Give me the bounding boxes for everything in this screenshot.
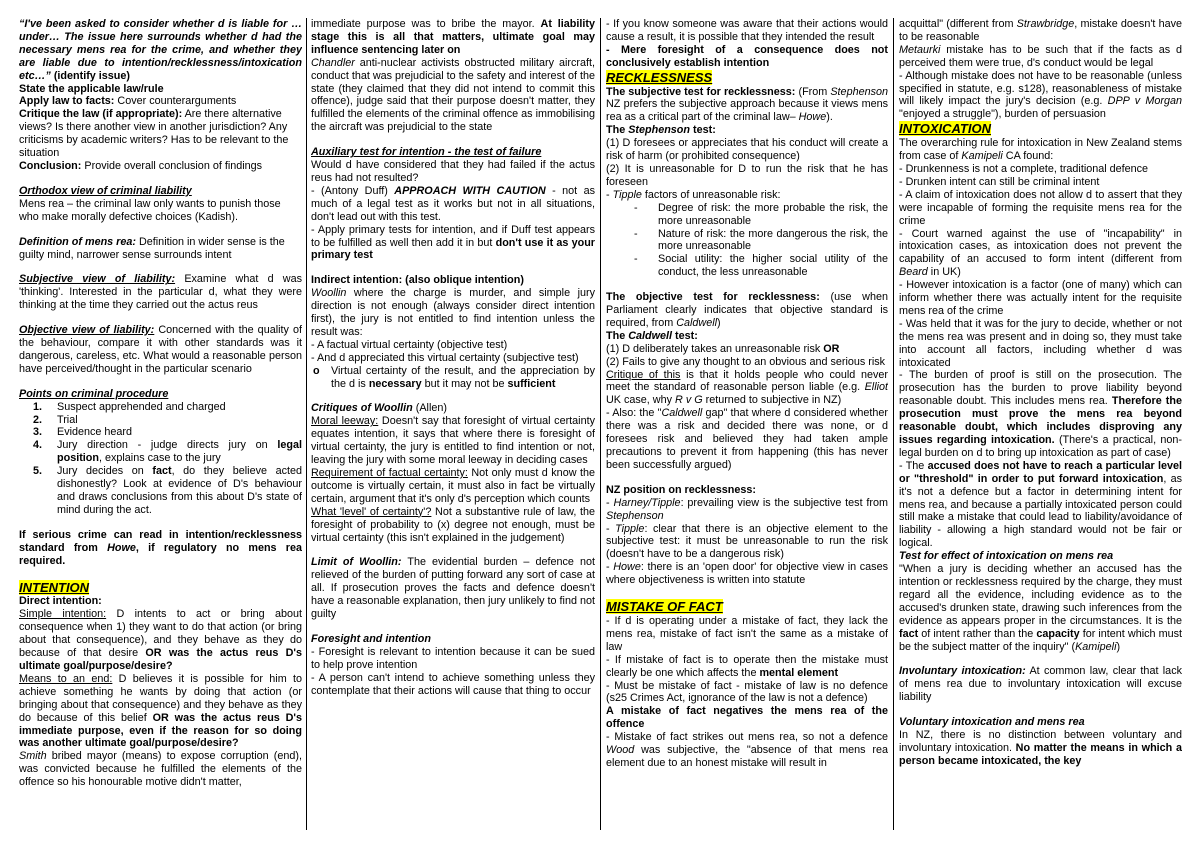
mistake-4: A mistake of fact negatives the mens rea of the offence (606, 705, 888, 731)
awareness-note: - If you know someone was aware that their actions would cause a result, it is possible that they intended the result (606, 18, 888, 43)
caldwell-1: (1) D deliberately takes an unreasonable risk OR (606, 342, 840, 355)
virtual-certainty-1: - A factual virtual certainty (objective test) (311, 338, 508, 351)
intoxication-section (899, 121, 1182, 137)
acquittal-continuation: acquittal" (different from Strawbridge, mistake doesn't have to be reasonable (899, 18, 1182, 43)
list-item: 1. Suspect apprehended and charged (33, 400, 226, 413)
metaurki-note: Metaurki mistake has to be such that if the facts as d perceived them were true, d's conduct would be legal (899, 43, 1182, 69)
auxiliary-test-heading: Auxiliary test for intention - the test of failure (311, 146, 542, 159)
virtual-sublist (311, 365, 595, 391)
mistake-1: - If d is operating under a mistake of fact, they lack the mens rea, mistake of fact isn't the same as a mistake of law (606, 614, 888, 653)
column-1 (19, 18, 302, 830)
chandler-case: Chandler anti-nuclear activists obstructed military aircraft, conduct that was prejudicial to the safety and interest of the state (they claimed that they did not intend to commit this offence), judge said that their purpose doesn't matter, they fulfilled the elements of the criminal offence as immobilising the aircraft was prejudicial to the state (311, 56, 595, 134)
means-to-end: Means to an end: D believes it is possible for him to achieve something he wants by doing that action (or bringing about that consequence) and they behave as they do because of this belief OR was the actus reus D's immediate purpose, even if the reason for so doing was another ultimate goal/purpose/desire? (19, 672, 302, 750)
column-4 (899, 18, 1182, 830)
issue-paragraph: “I've been asked to consider whether d is liable for … under… The issue here surrounds whether d had the necessary mens rea for the crime, and whether they are liable due to intention/recklessness/intoxication etc…” (identify issue) (19, 18, 302, 82)
list-item: - Social utility: the higher social utility of the conduct, the less unreasonable (634, 253, 888, 279)
list-item: 3. Evidence heard (33, 426, 133, 439)
auxiliary-test-text: Would d have considered that they had failed if the actus reus had not resulted? (311, 159, 595, 184)
simple-intention: Simple intention: D intents to act or bring about consequence when 1) they want to do that action (or bring about that consequence), and they behave as they do because of that desire OR was the actus reus D's ultimate goal/purpose/desire? (19, 608, 302, 672)
indirect-intention-heading: Indirect intention: (also oblique intention) (311, 274, 524, 287)
mistake-5: - Mistake of fact strikes out mens rea, so not a defence Wood was subjective, the "absence of that mens rea element due to an honest mistake will result in (606, 731, 888, 769)
caldwell-gap: - Also: the "Caldwell gap" that where d considered whether there was a risk and decided there was none, or d foresees risk and believed they had taken ample precautions to prevent it from happening (this has never been successfully argued) (606, 407, 888, 471)
smith-case: Smith bribed mayor (means) to expose corruption (end), was convicted because he fulfilled the elements of the offence so his honourable motive didn't matter, (19, 750, 302, 789)
orthodox-text: Mens rea – the criminal law only wants to punish those who make morally defective choices (Kadish). (19, 197, 281, 223)
reasonableness-note: - Although mistake does not have to be reasonable (unless specified in statute, e.g. s128), reasonableness of mistake will likely impact the jury's decision (e.g. DPP v Morgan "enjoyed a struggle"), burden of persuasion (899, 69, 1182, 121)
factual-certainty: Requirement of factual certainty: Not only must d know the outcome is virtually certain, it must also in fact be virtually certain, argument that it's only d's perception which counts (311, 467, 595, 505)
column-divider (306, 18, 307, 830)
tipple-factors: - Tipple factors of unreasonable risk: (606, 188, 781, 201)
foresight-heading: Foresight and intention (311, 632, 431, 645)
voluntary-text: In NZ, there is no distinction between voluntary and involuntary intoxication. No matter the means in which a person became intoxicated, the key (899, 729, 1182, 767)
section-title-intention: INTENTION (19, 579, 90, 595)
voluntary-heading: Voluntary intoxication and mens rea (899, 716, 1085, 729)
mere-foresight-note: - Mere foresight of a consequence does not conclusively establish intention (606, 43, 888, 69)
state-rule: State the applicable law/rule (19, 82, 164, 95)
stephenson-1: (1) D foresees or appreciates that his conduct will create a risk of harm (or prohibited consequence) (606, 137, 888, 163)
objective-test: The objective test for recklessness: (use when Parliament clearly indicates that objective standard is required, from Caldwell) (606, 291, 888, 329)
procedure-heading: Points on criminal procedure (19, 387, 169, 400)
involuntary-intoxication: Involuntary intoxication: At common law, clear that lack of mens rea due to involuntary intoxication will excuse liability (899, 665, 1182, 704)
definition-mens-rea: Definition of mens rea: Definition in wider sense is the guilty mind, narrower sense surrounds intent (19, 235, 285, 261)
limit-of-woollin: Limit of Woollin: The evidential burden – defence not relieved of the burden of putting forward any sort of case at all. If prosecution proves the facts and defence doesn't have a reasonable explanation, then jury unlikely to find not guilty (311, 556, 595, 621)
list-item: - Nature of risk: the more dangerous the risk, the more unreasonable (634, 227, 888, 253)
section-title-intoxication: INTOXICATION (899, 121, 991, 137)
recklessness-section (606, 70, 888, 86)
column-2 (311, 18, 595, 830)
kamipeli-quote: "When a jury is deciding whether an accused has the intention or recklessness required by the charge, they must regard all the evidence, including evidence as to the accused's drunken state, drawing such inferences from the evidence as appears proper in the circumstances. It is the fact of intent rather than the capacity for intent which must be the subject matter of the inquiry" (Kamipeli) (899, 563, 1182, 653)
mistake-2: - If mistake of fact is to operate then the mistake must clearly be one which affects the mental element (606, 653, 888, 679)
list-item: 5. Jury decides on fact, do they believe acted dishonestly? Look at evidence of D's behaviour and draws conclusions from this about D's state of mind during the act. (33, 465, 302, 516)
intoxication-3: - A claim of intoxication does not allow d to assert that they were incapable of forming the requisite mens rea for the crime (899, 188, 1182, 227)
intention-section (19, 580, 302, 596)
foresight-1: - Foresight is relevant to intention because it can be sued to help prove intention (311, 645, 595, 671)
moral-leeway: Moral leeway: Doesn't say that foresight of virtual certainty equates intention, it says that where there is foresight of virtual certainty, the jury is entitled to find intention or not, leaving the jury with some moral leeway in deciding cases (311, 415, 595, 467)
virtual-certainty-2: - And d appreciated this virtual certainty (subjective test) (311, 351, 579, 364)
critique-law: Critique the law (if appropriate): Are there alternative views? Is there another view in another jurisdiction? Any criticisms by academic writers? Has to be relevant to the situation (19, 108, 289, 160)
direct-intention-heading: Direct intention: (19, 595, 102, 608)
woollin-case: Woollin where the charge is murder, and simple jury direction is not enough (always consider direct intention first), the jury is not entitled to find intention unless the result was: (311, 287, 595, 338)
subjective-view: Subjective view of liability: Examine what d was 'thinking'. Interested in the particular d, what they were thinking at the time they carried out the actus reus (19, 273, 302, 312)
column-divider (893, 18, 894, 830)
column-3 (606, 18, 888, 830)
nz-position-3: - Howe: there is an 'open door' for objective view in cases where objectiveness is written into statute (606, 561, 888, 587)
apply-law: Apply law to facts: Cover counterarguments (19, 95, 237, 108)
nz-position-heading: NZ position on recklessness: (606, 483, 756, 496)
stephenson-2: (2) It is unreasonable for D to run the risk that he has foreseen (606, 162, 888, 188)
nz-position-1: - Harney/Tipple: prevailing view is the subjective test from Stephenson (606, 496, 888, 522)
procedure-list (19, 401, 302, 517)
critiques-heading: Critiques of Woollin (Allen) (311, 402, 447, 415)
mistake-section (606, 599, 888, 615)
section-title-mistake-of-fact: MISTAKE OF FACT (606, 599, 723, 615)
nz-position-2: - Tipple: clear that there is an objective element to the subjective test: it must be unreasonable to run the risk (doesn't have to be a dangerous risk) (606, 522, 888, 561)
conclusion: Conclusion: Provide overall conclusion of findings (19, 159, 263, 172)
intoxication-8: - The accused does not have to reach a particular level or "threshold" in order to put forward intoxication, as it's not a defence but a factor in determining intent for mens rea, and because a partially intoxicated person could still make a mistake that could lead to liability/avoidance of liability - allowing a high standard would not be fair or logical. (899, 459, 1182, 550)
intoxication-2: - Drunken intent can still be criminal intent (899, 175, 1100, 188)
intoxication-1: - Drunkenness is not a complete, traditional defence (899, 162, 1149, 175)
intoxication-7: - The burden of proof is still on the prosecution. The prosecution has the burden to prove liability beyond reasonable doubt. This includes mens rea. Therefore the prosecution must prove the mens rea beyond reasonable doubt, which includes disproving any issues regarding intoxication. (There's a practical, non-legal burden on d to bring up intoxication as part of case) (899, 369, 1182, 459)
mistake-3: - Must be mistake of fact - mistake of law is no defence (s25 Crimes Act, ignorance of the law is not a defence) (606, 679, 888, 705)
level-of-certainty: What 'level' of certainty'? Not a substantive rule of law, the foresight of probability to (x) degree not enough, must be virtual certainty (this isn't explained in the judgement) (311, 505, 595, 544)
primary-tests-note: - Apply primary tests for intention, and if Duff test appears to be fulfilled as well then add it in but don't use it as your primary test (311, 223, 595, 262)
intoxication-6: - Was held that it was for the jury to decide, whether or not the mens rea was present and in doing so, they must take into account all factors, including whether d was intoxicated (899, 317, 1182, 369)
caldwell-heading: The Caldwell test: (606, 329, 698, 342)
caldwell-2: (2) Fails to give any thought to an obvious and serious risk (606, 355, 886, 368)
serious-crime-note: If serious crime can read in intention/recklessness standard from Howe, if regulatory no mens rea required. (19, 528, 302, 567)
list-item: 2. Trial (33, 413, 78, 426)
bribe-continuation: immediate purpose was to bribe the mayor. At liability stage this is all that matters, ultimate goal may influence sentencing later on (311, 18, 595, 56)
list-item: - Degree of risk: the more probable the risk, the more unreasonable (634, 201, 888, 227)
stephenson-heading: The Stephenson test: (606, 124, 716, 137)
section-title-recklessness: RECKLESSNESS (606, 69, 713, 85)
list-item: o Virtual certainty of the result, and the appreciation by the d is necessary but it may not be sufficient (313, 364, 595, 390)
intoxication-4: - Court warned against the use of "incapability" in intoxication cases, as intoxication does not prevent the capability of an accused to form intent (different from Beard in UK) (899, 227, 1182, 279)
tipple-list (606, 202, 888, 279)
intoxication-intro: The overarching rule for intoxication in New Zealand stems from case of Kamipeli CA found: (899, 137, 1182, 163)
foresight-2: - A person can't intend to achieve something unless they contemplate that their actions will cause that thing to occur (311, 671, 595, 697)
duff-note: - (Antony Duff) APPROACH WITH CAUTION - not as much of a legal test as it works but not in all situations, don't lead out with this test. (311, 184, 595, 223)
list-item: 4. Jury direction - judge directs jury on legal position, explains case to the jury (33, 439, 302, 465)
objective-view: Objective view of liability: Concerned with the quality of the behaviour, compare it with other standards was it dangerous, careless, etc. What would a reasonable person have perceived/thought in the particular scenario (19, 324, 302, 375)
caldwell-critique: Critique of this is that it holds people who could never meet the standard of reasonable person liable (e.g. Elliot UK case, why R v G returned to subjective in NZ) (606, 368, 888, 407)
orthodox-heading: Orthodox view of criminal liability (19, 184, 192, 197)
test-effect-heading: Test for effect of intoxication on mens rea (899, 550, 1114, 563)
intoxication-5: - However intoxication is a factor (one of many) which can inform whether there was actually intent for the requisite mens rea of the crime (899, 279, 1182, 317)
column-divider (600, 18, 601, 830)
subjective-test: The subjective test for recklessness: (From Stephenson NZ prefers the subjective approach because it views mens rea as a critical part of the criminal law– Howe). (606, 85, 888, 124)
